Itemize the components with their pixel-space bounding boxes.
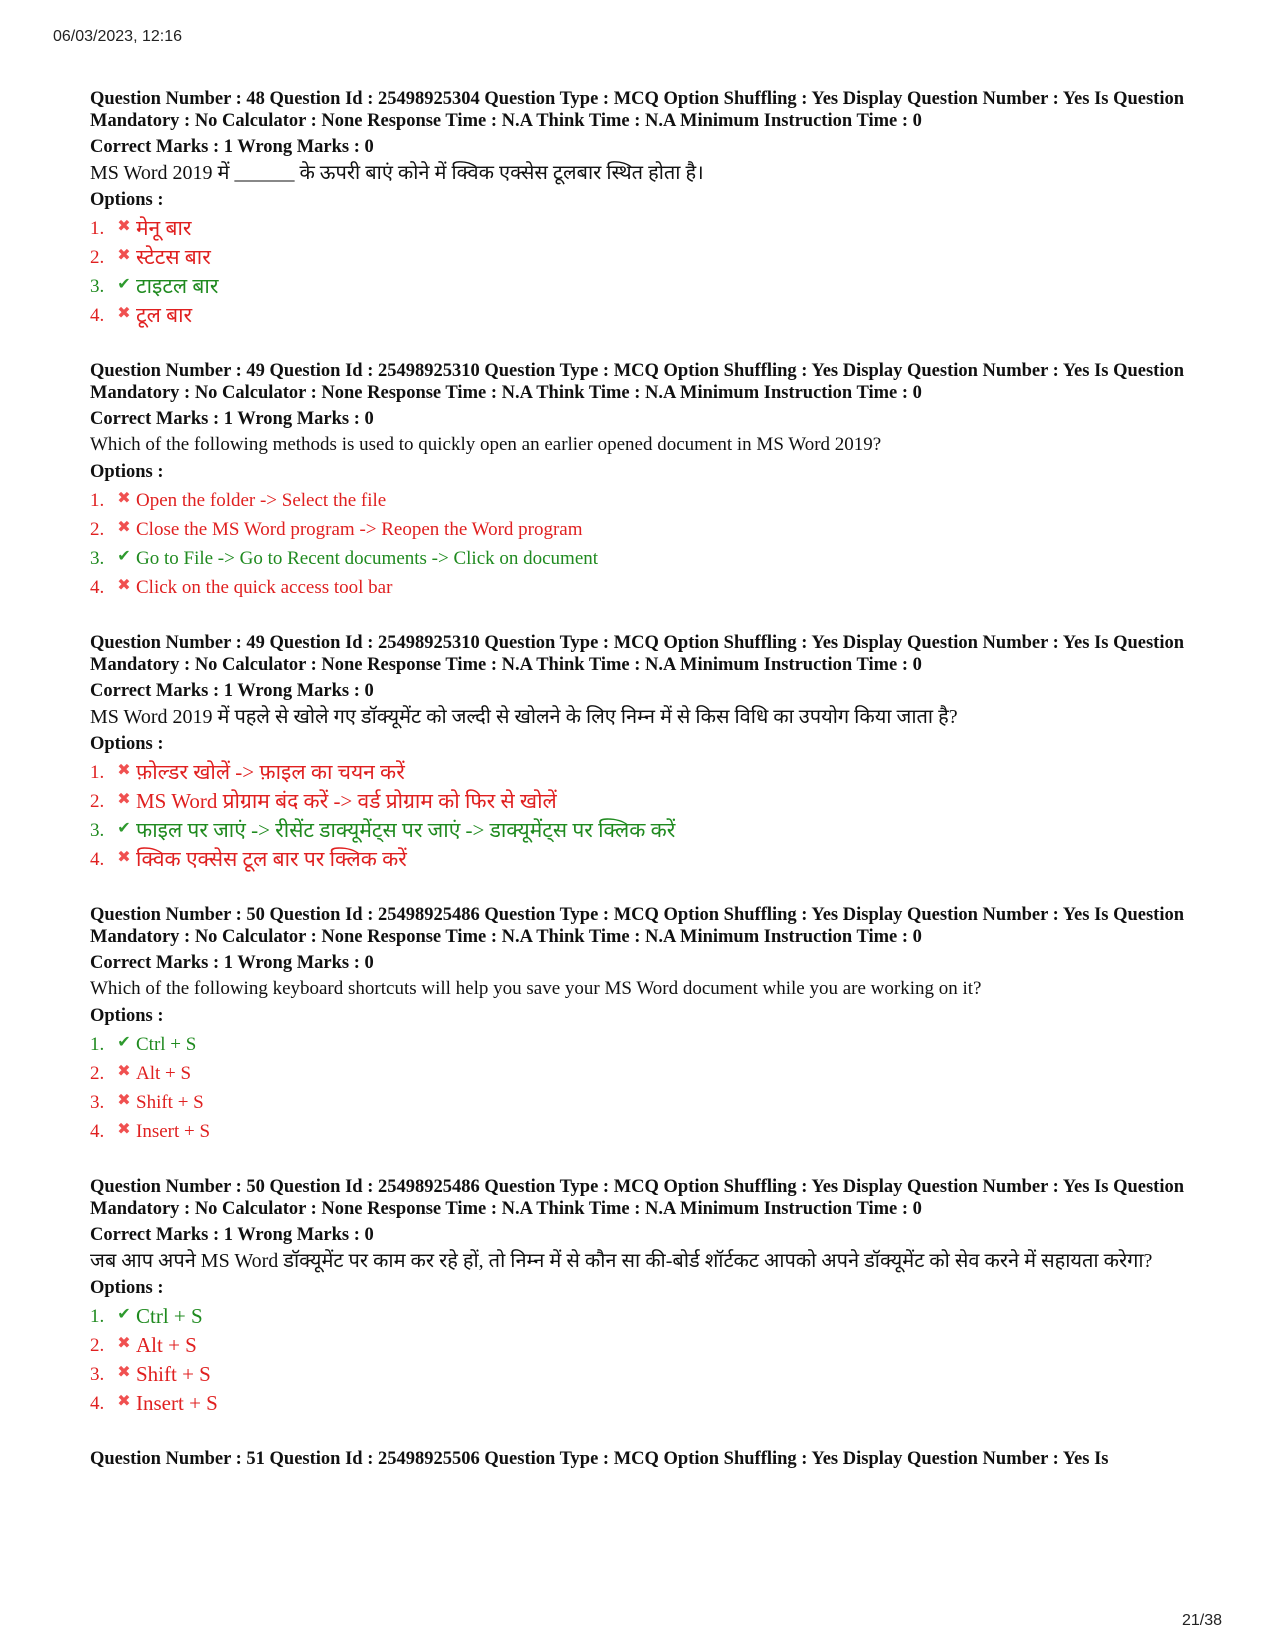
check-icon: ✔ — [117, 274, 131, 293]
option-text: क्विक एक्सेस टूल बार पर क्लिक करें — [136, 847, 407, 871]
option-text: Insert + S — [136, 1391, 218, 1415]
option-item — [90, 1117, 1190, 1146]
cross-icon: ✖ — [117, 488, 131, 507]
cross-icon: ✖ — [117, 303, 131, 322]
option-text: Open the folder -> Select the file — [136, 490, 387, 511]
option-number: 1. — [90, 1034, 105, 1055]
cross-icon: ✖ — [117, 1333, 131, 1352]
question-text: MS Word 2019 में पहले से खोले गए डॉक्यूमेंट को जल्दी से खोलने के लिए निम्न में से किस विधि का उपयोग किया जाता है? — [90, 706, 958, 728]
option-item — [90, 544, 1190, 573]
option-number: 3. — [90, 820, 105, 841]
question-text: MS Word 2019 में ______ के ऊपरी बाएं कोने में क्विक एक्सेस टूलबार स्थित होता है। — [90, 162, 704, 184]
question-block — [90, 1448, 1190, 1470]
question-list — [90, 88, 1190, 1500]
options-label: Options : — [90, 462, 164, 482]
cross-icon: ✖ — [117, 1362, 131, 1381]
options-label: Options : — [90, 1278, 164, 1298]
option-number: 2. — [90, 1063, 105, 1084]
cross-icon: ✖ — [117, 216, 131, 235]
question-meta: Question Number : 49 Question Id : 25498925310 Question Type : MCQ Option Shuffling : Yes Display Question Number : Yes Is Question Mandatory : No Calculator : None Response Time : N.A Think Time : N.A Minimum Instruction Time : 0 — [90, 361, 1185, 403]
cross-icon: ✖ — [117, 847, 131, 866]
option-item — [90, 1302, 1190, 1331]
question-marks: Correct Marks : 1 Wrong Marks : 0 — [90, 409, 374, 429]
option-number: 3. — [90, 1092, 105, 1113]
page-number: 21/38 — [1181, 1612, 1222, 1629]
cross-icon: ✖ — [117, 517, 131, 536]
option-text: मेनू बार — [136, 216, 192, 240]
question-block — [90, 904, 1190, 1146]
option-item — [90, 1088, 1190, 1117]
option-item — [90, 486, 1190, 515]
option-item — [90, 515, 1190, 544]
question-marks: Correct Marks : 1 Wrong Marks : 0 — [90, 681, 374, 701]
option-item — [90, 1389, 1190, 1418]
options-label: Options : — [90, 190, 164, 210]
option-text: Shift + S — [136, 1092, 204, 1113]
option-text: MS Word प्रोग्राम बंद करें -> वर्ड प्रोग्राम को फिर से खोलें — [136, 789, 557, 813]
option-text: टूल बार — [136, 303, 193, 327]
option-item — [90, 214, 1190, 243]
option-text: Shift + S — [136, 1362, 211, 1386]
question-text: Which of the following keyboard shortcuts will help you save your MS Word document while you are working on it? — [90, 978, 982, 999]
print-timestamp: 06/03/2023, 12:16 — [53, 28, 183, 45]
question-meta: Question Number : 51 Question Id : 25498925506 Question Type : MCQ Option Shuffling : Yes Display Question Number : Yes Is — [90, 1449, 1109, 1469]
option-text: Insert + S — [136, 1121, 211, 1142]
option-text: Go to File -> Go to Recent documents -> Click on document — [136, 548, 599, 569]
question-block — [90, 360, 1190, 602]
option-number: 4. — [90, 305, 105, 326]
option-item — [90, 845, 1190, 874]
option-text: फ़ोल्डर खोलें -> फ़ाइल का चयन करें — [136, 760, 405, 784]
option-number: 3. — [90, 276, 105, 297]
option-text: स्टेटस बार — [136, 245, 211, 269]
option-item — [90, 1030, 1190, 1059]
option-item — [90, 1059, 1190, 1088]
option-number: 4. — [90, 1121, 105, 1142]
option-number: 4. — [90, 1393, 105, 1414]
option-text: Alt + S — [136, 1333, 197, 1357]
question-meta: Question Number : 50 Question Id : 25498925486 Question Type : MCQ Option Shuffling : Yes Display Question Number : Yes Is Question Mandatory : No Calculator : None Response Time : N.A Think Time : N.A Minimum Instruction Time : 0 — [90, 1177, 1185, 1219]
question-meta: Question Number : 49 Question Id : 25498925310 Question Type : MCQ Option Shuffling : Yes Display Question Number : Yes Is Question Mandatory : No Calculator : None Response Time : N.A Think Time : N.A Minimum Instruction Time : 0 — [90, 633, 1185, 675]
option-item — [90, 1331, 1190, 1360]
cross-icon: ✖ — [117, 1391, 131, 1410]
question-marks: Correct Marks : 1 Wrong Marks : 0 — [90, 137, 374, 157]
option-text: Click on the quick access tool bar — [136, 577, 393, 598]
question-marks: Correct Marks : 1 Wrong Marks : 0 — [90, 1225, 374, 1245]
option-item — [90, 301, 1190, 330]
option-text: Ctrl + S — [136, 1034, 197, 1055]
option-number: 2. — [90, 247, 105, 268]
cross-icon: ✖ — [117, 575, 131, 594]
option-text: Ctrl + S — [136, 1304, 203, 1328]
cross-icon: ✖ — [117, 789, 131, 808]
cross-icon: ✖ — [117, 245, 131, 264]
option-number: 1. — [90, 1306, 105, 1327]
option-number: 2. — [90, 519, 105, 540]
check-icon: ✔ — [117, 1032, 131, 1051]
question-block — [90, 88, 1190, 330]
option-number: 1. — [90, 218, 105, 239]
option-number: 1. — [90, 490, 105, 511]
question-meta: Question Number : 48 Question Id : 25498925304 Question Type : MCQ Option Shuffling : Yes Display Question Number : Yes Is Question Mandatory : No Calculator : None Response Time : N.A Think Time : N.A Minimum Instruction Time : 0 — [90, 89, 1185, 131]
check-icon: ✔ — [117, 546, 131, 565]
option-number: 4. — [90, 577, 105, 598]
option-number: 3. — [90, 548, 105, 569]
option-item — [90, 816, 1190, 845]
question-marks: Correct Marks : 1 Wrong Marks : 0 — [90, 953, 374, 973]
question-text: जब आप अपने MS Word डॉक्यूमेंट पर काम कर रहे हों, तो निम्न में से कौन सा की-बोर्ड शॉर्टकट आपको अपने डॉक्यूमेंट को सेव करने में सहायता करेगा? — [90, 1250, 1153, 1272]
cross-icon: ✖ — [117, 1119, 131, 1138]
cross-icon: ✖ — [117, 1061, 131, 1080]
question-meta: Question Number : 50 Question Id : 25498925486 Question Type : MCQ Option Shuffling : Yes Display Question Number : Yes Is Question Mandatory : No Calculator : None Response Time : N.A Think Time : N.A Minimum Instruction Time : 0 — [90, 905, 1185, 947]
option-item — [90, 787, 1190, 816]
question-block — [90, 1176, 1190, 1418]
option-item — [90, 573, 1190, 602]
option-item — [90, 272, 1190, 301]
option-item — [90, 758, 1190, 787]
options-label: Options : — [90, 1006, 164, 1026]
question-block — [90, 632, 1190, 874]
option-text: Close the MS Word program -> Reopen the Word program — [136, 519, 583, 540]
cross-icon: ✖ — [117, 1090, 131, 1109]
option-number: 4. — [90, 849, 105, 870]
option-item — [90, 243, 1190, 272]
question-text: Which of the following methods is used to quickly open an earlier opened document in MS Word 2019? — [90, 434, 882, 455]
check-icon: ✔ — [117, 1304, 131, 1323]
options-label: Options : — [90, 734, 164, 754]
cross-icon: ✖ — [117, 760, 131, 779]
option-text: फाइल पर जाएं -> रीसेंट डाक्यूमेंट्स पर जाएं -> डाक्यूमेंट्स पर क्लिक करें — [136, 818, 676, 842]
option-number: 3. — [90, 1364, 105, 1385]
option-number: 2. — [90, 791, 105, 812]
check-icon: ✔ — [117, 818, 131, 837]
option-text: टाइटल बार — [136, 274, 219, 298]
option-number: 1. — [90, 762, 105, 783]
option-item — [90, 1360, 1190, 1389]
option-number: 2. — [90, 1335, 105, 1356]
option-text: Alt + S — [136, 1063, 192, 1084]
